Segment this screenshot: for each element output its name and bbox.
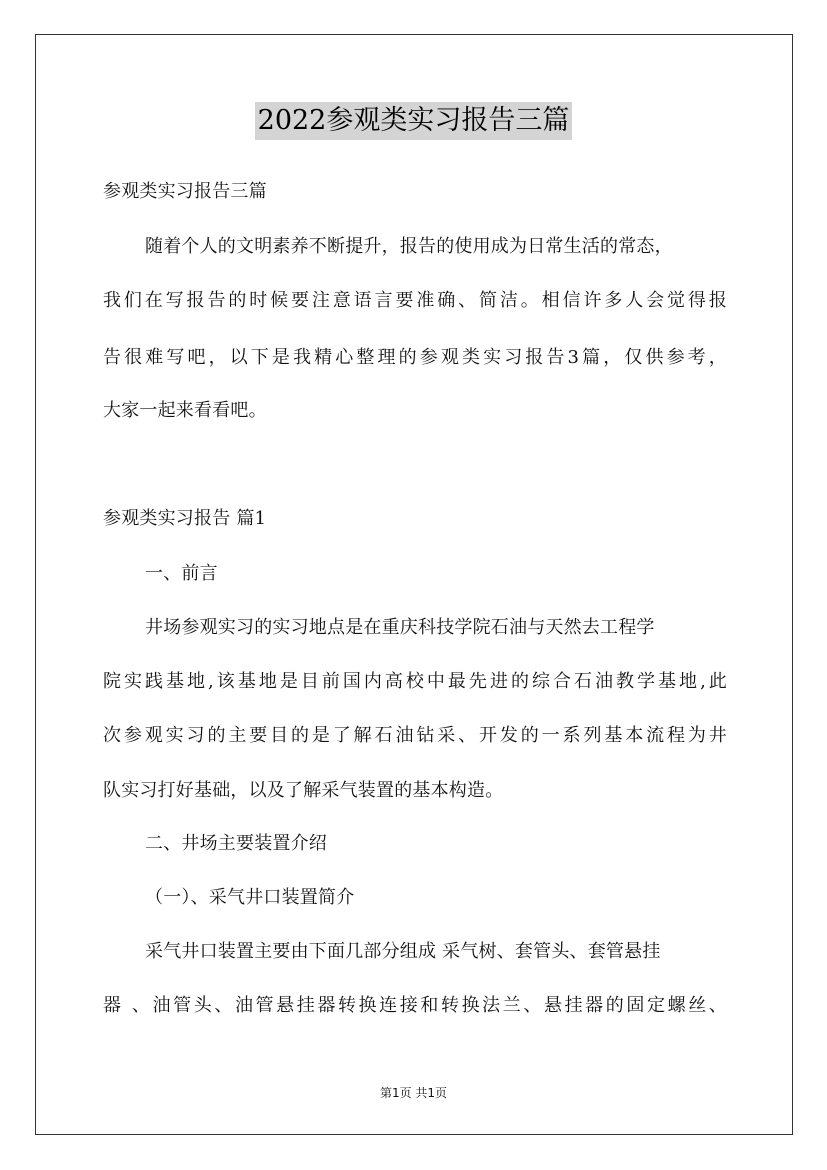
- paragraph-line: 告很难写吧，以下是我精心整理的参观类实习报告3篇，仅供参考，: [103, 347, 727, 368]
- paragraph-line: 井场参观实习的实习地点是在重庆科技学院石油与天然去工程学: [145, 617, 655, 638]
- paragraph-line: 队实习打好基础，以及了解采气装置的基本构造。: [103, 780, 504, 801]
- paragraph-line: 器 、油管头、油管悬挂器转换连接和转换法兰、悬挂器的固定螺丝、: [103, 995, 727, 1016]
- subsection-heading: （一）、采气井口装置简介: [145, 887, 355, 908]
- paragraph-line: 大家一起来看看吧。: [103, 400, 267, 421]
- subsection-heading: 二、井场主要装置介绍: [145, 833, 327, 854]
- page-footer: 第1页 共1页: [379, 1086, 448, 1100]
- title-container: [0, 102, 827, 140]
- paragraph-line: 我们在写报告的时候要注意语言要准确、简洁。相信许多人会觉得报: [103, 290, 727, 311]
- subtitle-line: 参观类实习报告三篇: [103, 181, 267, 202]
- paragraph-line: 院实践基地,该基地是目前国内高校中最先进的综合石油教学基地,此: [103, 671, 727, 692]
- paragraph-line: 随着个人的文明素养不断提升，报告的使用成为日常生活的常态，: [145, 236, 673, 257]
- section-heading: 参观类实习报告 篇1: [103, 508, 267, 529]
- document-title: 2022参观类实习报告三篇: [255, 102, 573, 140]
- paragraph-line: 次参观实习的主要目的是了解石油钻采、开发的一系列基本流程为井: [103, 725, 727, 746]
- paragraph-line: 采气井口装置主要由下面几部分组成 采气树、套管头、套管悬挂: [145, 941, 661, 962]
- subsection-heading: 一、前言: [145, 563, 218, 584]
